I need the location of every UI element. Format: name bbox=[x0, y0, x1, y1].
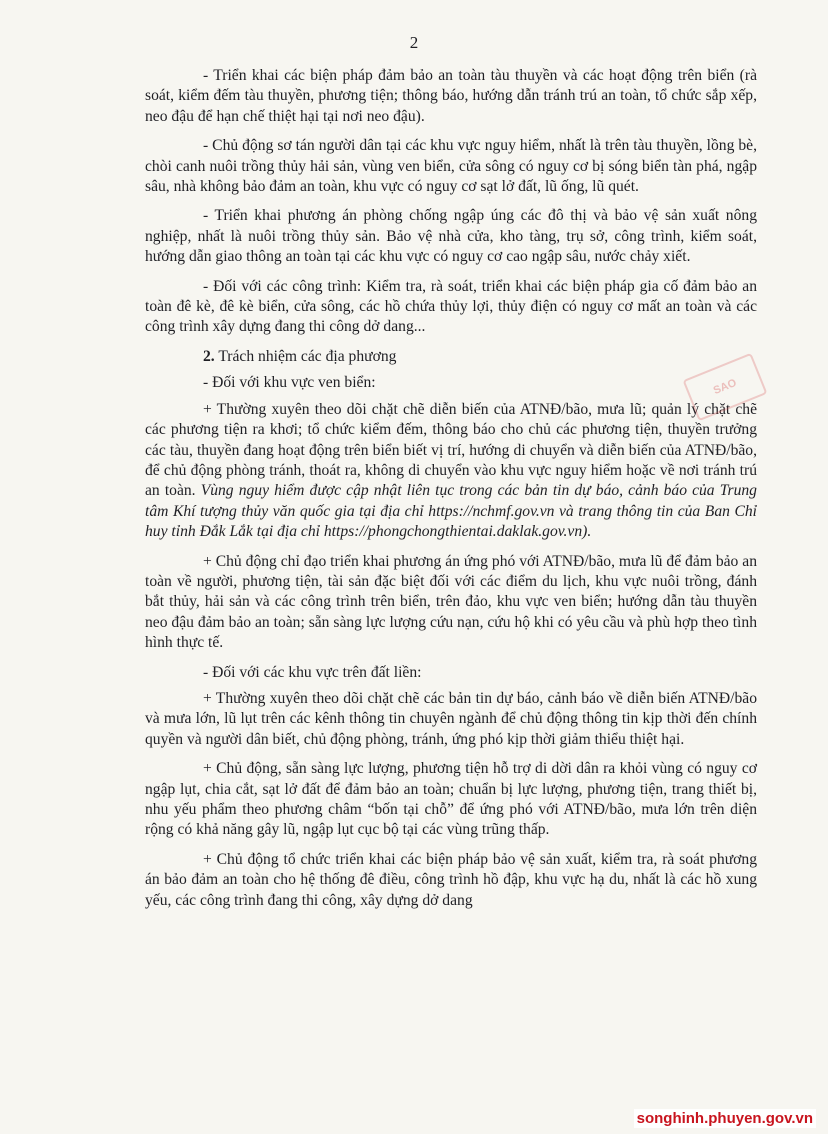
stamp-mark: SAO bbox=[682, 353, 767, 422]
coastal-monitoring-note: Vùng nguy hiểm được cập nhật liên tục trong các bản tin dự báo, cảnh báo của Trung tâm Khí tượng thủy văn quốc gia tại địa chỉ https://nchmf.gov.vn và trang thông tin của Ban Chỉ huy tỉnh Đắk Lắk tại địa chỉ https://phongchongthientai.daklak.gov.vn). bbox=[145, 482, 757, 541]
page-number: 2 bbox=[409, 33, 419, 52]
coastal-paragraph-monitoring bbox=[145, 400, 757, 543]
section-2-title: Trách nhiệm các địa phương bbox=[218, 347, 397, 365]
section-2-heading bbox=[145, 347, 757, 367]
paragraph-flood-prevention: - Triển khai phương án phòng chống ngập úng các đô thị và bảo vệ sản xuất nông nghiệp, nhất là nuôi trồng thủy sản. Bảo vệ nhà cửa, kho tàng, trụ sở, công trình, kiểm soát, hướng dẫn giao thông an toàn tại các khu vực có nguy cơ cao ngập sâu, nước chảy xiết. bbox=[145, 207, 757, 266]
coastal-paragraph-response: + Chủ động chỉ đạo triển khai phương án ứng phó với ATNĐ/bão, mưa lũ để đảm bảo an toàn về người, phương tiện, tài sản đặc biệt đối với các điểm du lịch, khu vực nuôi trồng, đánh bắt thủy, hải sản và các công trình trên biển, trên đảo, khu vực ven biển; hướng dẫn tàu thuyền neo đậu đảm bảo an toàn; sẵn sàng lực lượng cứu nạn, cứu hộ khi có yêu cầu và phù hợp theo tình hình thực tế. bbox=[145, 552, 757, 652]
document-body bbox=[145, 66, 757, 920]
inland-subheading: - Đối với các khu vực trên đất liền: bbox=[203, 663, 422, 681]
website-watermark: songhinh.phuyen.gov.vn bbox=[634, 1109, 816, 1128]
inland-paragraph-monitoring: + Thường xuyên theo dõi chặt chẽ các bản tin dự báo, cảnh báo về diễn biến ATNĐ/bão và mưa lớn, lũ lụt trên các kênh thông tin chuyên ngành để chủ động thông tin kịp thời đến chính quyền và người dân biết, chủ động phòng, tránh, ứng phó kịp thời giảm thiểu thiệt hại. bbox=[145, 689, 757, 748]
paragraph-evacuation: - Chủ động sơ tán người dân tại các khu vực nguy hiểm, nhất là trên tàu thuyền, lồng bè, chòi canh nuôi trồng thủy hải sản, vùng ven biển, cửa sông có nguy cơ bị sóng biển tàn phá, ngập sâu, nhà không bảo đảm an toàn, khu vực có nguy cơ sạt lở đất, lũ ống, lũ quét. bbox=[145, 137, 757, 196]
inland-paragraph-production: + Chủ động tổ chức triển khai các biện pháp bảo vệ sản xuất, kiểm tra, rà soát phương án bảo đảm an toàn cho hệ thống đê điều, công trình hồ đập, khu vực hạ du, nhất là các hồ xung yếu, các công trình đang thi công, xây dựng dở dang bbox=[145, 850, 757, 909]
coastal-monitoring-text: + Thường xuyên theo dõi chặt chẽ diễn biến của ATNĐ/bão, mưa lũ; quản lý chặt chẽ các phương tiện ra khơi; tổ chức kiểm đếm, thông báo cho chủ các phương tiện, thuyền trưởng các tàu, thuyền đang hoạt động trên biển biết vị trí, hướng di chuyển và diễn biến của ATNĐ/bão, để chủ động phòng tránh, thoát ra, không di chuyển vào khu vực nguy hiểm hoặc về nơi tránh trú an toàn. bbox=[145, 400, 757, 500]
coastal-subheading: - Đối với khu vực ven biển: bbox=[203, 374, 376, 392]
section-2-number: 2. bbox=[203, 347, 215, 365]
inland-paragraph-evacuation: + Chủ động, sẵn sàng lực lượng, phương tiện hỗ trợ di dời dân ra khỏi vùng có nguy cơ ngập lụt, chia cắt, sạt lở đất để đảm bảo an toàn; chuẩn bị lực lượng, phương tiện, trang thiết bị, nhu yếu phẩm theo phương châm “bốn tại chỗ” để ứng phó với ATNĐ/bão, mưa lớn trên diện rộng có khả năng gây lũ, ngập lụt cục bộ tại các vùng trũng thấp. bbox=[145, 760, 757, 839]
paragraph-ship-safety: - Triển khai các biện pháp đảm bảo an toàn tàu thuyền và các hoạt động trên biển (rà soát, kiểm đếm tàu thuyền, phương tiện; thông báo, hướng dẫn tránh trú an toàn, tổ chức sắp xếp, neo đậu để hạn chế thiệt hại tại nơi neo đậu). bbox=[145, 67, 757, 125]
paragraph-infrastructure: - Đối với các công trình: Kiểm tra, rà soát, triển khai các biện pháp gia cố đảm bảo an toàn đê kè, đê kè biển, cửa sông, các hồ chứa thủy lợi, thủy điện có nguy cơ mất an toàn và các công trình xây dựng đang thi công dở dang... bbox=[145, 277, 757, 336]
